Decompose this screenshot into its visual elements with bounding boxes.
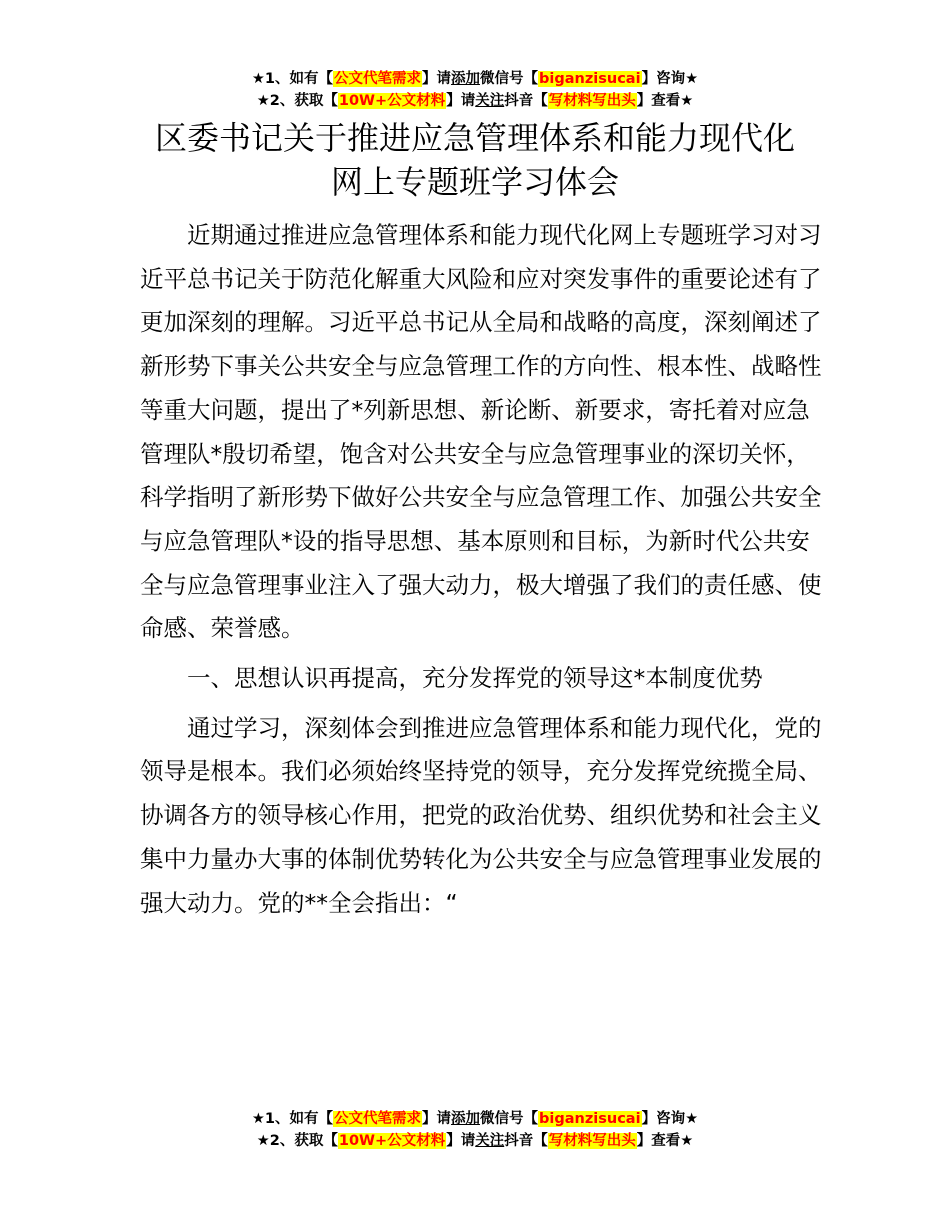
highlight-douyin-id: 写材料写出头 <box>548 1133 636 1149</box>
document-title <box>0 116 950 204</box>
highlight-wechat-id: biganzisucai <box>539 71 641 87</box>
highlight-wechat-id: biganzisucai <box>539 1111 641 1127</box>
title-line-2: 网上专题班学习体会 <box>330 163 619 201</box>
banner-line-2: ★2、获取【10W+公文材料】请关注抖音【写材料写出头】查看★ <box>256 1133 694 1149</box>
banner-line-1: ★1、如有【公文代笔需求】请添加微信号【biganzisucai】咨询★ <box>251 71 699 87</box>
highlight-service: 公文代笔需求 <box>334 1111 422 1127</box>
highlight-materials: 10W+公文材料 <box>338 93 446 109</box>
paragraph-section-1: 通过学习，深刻体会到推进应急管理体系和能力现代化，党的领导是根本。我们必须始终坚持党的领导，充分发挥党统揽全局、协调各方的领导核心作用，把党的政治优势、组织优势和社会主义集中力量办大事的体制优势转化为公共安全与应急管理事业发展的强大动力。党的**全会指出：“ <box>140 713 822 917</box>
highlight-service: 公文代笔需求 <box>334 71 422 87</box>
banner-line-2: ★2、获取【10W+公文材料】请关注抖音【写材料写出头】查看★ <box>256 93 694 109</box>
header-banner <box>0 68 950 112</box>
paragraph-intro: 近期通过推进应急管理体系和能力现代化网上专题班学习对习近平总书记关于防范化解重大风险和应对突发事件的重要论述有了更加深刻的理解。习近平总书记从全局和战略的高度，深刻阐述了新形势下事关公共安全与应急管理工作的方向性、根本性、战略性等重大问题，提出了*列新思想、新论断、新要求，寄托着对应急管理队*殷切希望，饱含对公共安全与应急管理事业的深切关怀，科学指明了新形势下做好公共安全与应急管理工作、加强公共安全与应急管理队*设的指导思想、基本原则和目标，为新时代公共安全与应急管理事业注入了强大动力，极大增强了我们的责任感、使命感、荣誉感。 <box>140 221 822 643</box>
document-body <box>140 214 830 925</box>
highlight-douyin-id: 写材料写出头 <box>548 93 636 109</box>
footer-banner <box>0 1108 950 1152</box>
banner-line-1: ★1、如有【公文代笔需求】请添加微信号【biganzisucai】咨询★ <box>251 1111 699 1127</box>
highlight-materials: 10W+公文材料 <box>338 1133 446 1149</box>
title-line-1: 区委书记关于推进应急管理体系和能力现代化 <box>154 119 795 157</box>
section-heading-1: 一、思想认识再提高，充分发挥党的领导这*本制度优势 <box>187 664 763 693</box>
